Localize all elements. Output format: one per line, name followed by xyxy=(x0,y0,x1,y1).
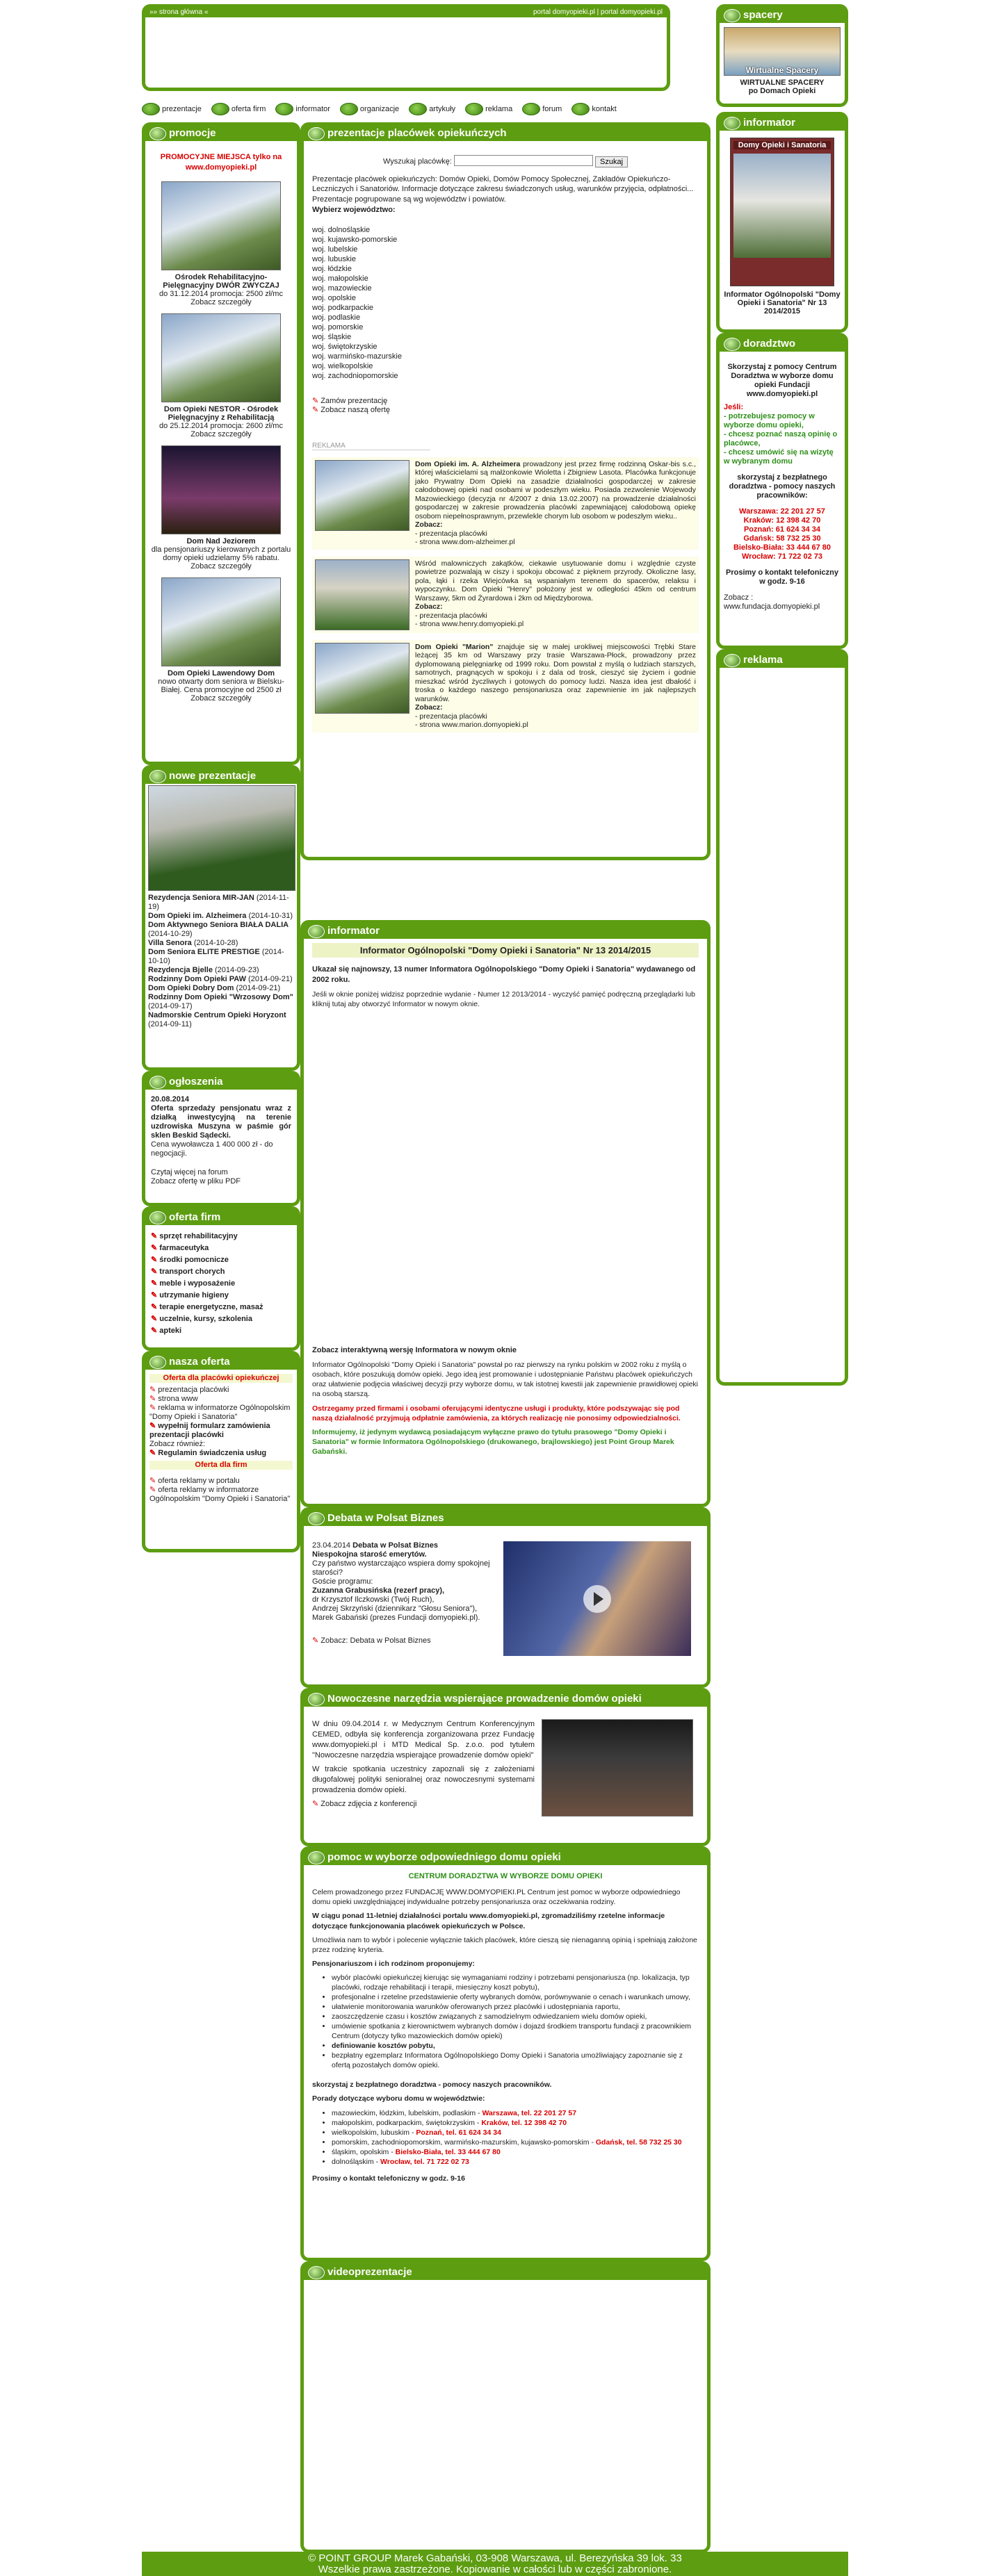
right-informator-box: informator Domy Opieki i Sanatoria Informator Ogólnopolski "Domy Opieki i Sanatoria" Nr 13 2014/2015 xyxy=(716,112,848,333)
advice-title: doradztwo xyxy=(720,336,845,352)
announcements-title: ogłoszenia xyxy=(145,1074,297,1090)
globe-icon xyxy=(465,103,483,115)
offer-link[interactable]: ✎ Zobacz naszą ofertę xyxy=(312,405,390,414)
voivodeship-link[interactable]: woj. lubuskie xyxy=(312,254,356,263)
ad-link[interactable]: - strona www.marion.domyopieki.pl xyxy=(415,721,528,730)
list-item[interactable]: ✎ transport chorych xyxy=(151,1268,225,1276)
home-link[interactable]: »» strona główna « xyxy=(149,8,209,16)
voivodeship-link[interactable]: woj. pomorskie xyxy=(312,322,364,331)
list-item[interactable]: ✎ utrzymanie higieny xyxy=(151,1291,229,1299)
globe-icon xyxy=(142,103,160,115)
new-presentation-photo[interactable] xyxy=(148,785,295,891)
ad-photo[interactable] xyxy=(315,460,409,531)
presentations-title: prezentacje placówek opiekuńczych xyxy=(304,126,707,141)
announcements-box: ogłoszenia 20.08.2014 Oferta sprzedaży pensjonatu wraz z działką inwestycyjną na terenie uzdrowiska Muszyna w paśmie gór sklen Beskid Sądecki. Cena wywoławcza 1 400 000 zł - do negocjacji. Czytaj więcej na forum Zobacz ofertę w pliku PDF xyxy=(142,1071,300,1206)
help-box: pomoc w wyborze odpowiedniego domu opieki CENTRUM DORADZTWA W WYBORZE DOMU OPIEKI Celem prowadzonego przez FUNDACJĘ WWW.DOMYOPIEKI.PL Centrum jest pomoc w wyborze odpowiedniego domu opieki uwzględniającej indywidualne potrzeby pensjonariusza oraz oczekiwania rodziny. W ciągu ponad 11-letniej działalności portalu www.domyopieki.pl, zgromadziliśmy rzetelne informacje dotyczące funkcjonowania placówek opiekuńczych w Polsce. Umożliwia nam to wybór i polecenie wyłącznie takich placówek, które cieszą się nienaganną opinią i spełniają założone przez rodzinę kryteria. Pensjonariuszom i ich rodzinom proponujemy: • wybór placówki opiekuńczej kierując się wymaganiami rodziny i potrzebami pensjonariusza (np. lokalizacja, typ placówki, rodzaje rehabilitacji i terapii, miesięczny koszt pobytu), • profesjonalne i rzetelne przedstawienie oferty wybranych domów, porównywanie o cenach i warunkach umowy, • ułatwienie monitorowania warunków oferowanych przez placówki i udostępniania raportu, • zaoszczędzenie czasu i kosztów związanych z samodzielnym odwiedzaniem wielu domów opieki, • umówienie spotkania z kierownictwem wybranych domów i dojazd środkiem transportu fundacji z pracownikiem Centrum (dotyczy tylko mazowieckich domów opieki) • definiowanie kosztów pobytu, • bezpłatny egzemplarz Informatora Ogólnopolskiego Domy Opieki i Sanatoria umożliwiający zapoznanie się z ofertą pozostałych domów opieki. skorzystaj z bezpłatnego doradztwa - pomocy naszych pracowników. Porady dotyczące wyboru domu w województwie: • mazowieckim, łódzkim, lubelskim, podlaskim - Warszawa, tel. 22 201 27 57 • małopolskim, podkarpackim, świętokrzyskim - Kraków, tel. 12 398 42 70 • wielkopolskim, lubuskim - Poznań, tel. 61 624 34 34 • pomorskim, zachodniopomorskim, warmińsko-mazurskim, kujawsko-pomorskim - Gdańsk, tel. 58 732 25 30 • śląskim, opolskim - Bielsko-Biała, tel. 33 444 67 80 • dolnośląskim - Wrocław, tel. 71 722 02 73 Prosimy o kontakt telefoniczny w godz. 9-16 xyxy=(300,1846,711,2261)
list-item[interactable]: Rezydencja Bjelle (2014-09-23) xyxy=(148,966,259,974)
walks-banner[interactable]: Wirtualne Spacery xyxy=(724,27,841,76)
promo-item[interactable]: Dom Nad Jeziorem dla pensjonariuszy kierowanych z portalu domy opieki udzielamy 5% rabatu. Zobacz szczegóły xyxy=(151,445,291,571)
list-item[interactable]: Rodzinny Dom Opieki "Wrzosowy Dom" (2014-09-17) xyxy=(148,993,293,1010)
voivodeship-link[interactable]: woj. opolskie xyxy=(312,293,356,302)
promo-item[interactable]: Dom Opieki Lawendowy Dom nowo otwarty dom seniora w Bielsku-Białej. Cena promocyjne od 2500 zł Zobacz szczegóły xyxy=(151,577,291,703)
search-form: Wyszukaj placówkę: Szukaj xyxy=(312,155,699,167)
informator-cover[interactable]: Domy Opieki i Sanatoria xyxy=(730,138,834,286)
list-item[interactable]: Rezydencja Seniora MIR-JAN (2014-11-19) xyxy=(148,894,289,911)
voivodeship-link[interactable]: woj. dolnośląskie xyxy=(312,225,371,234)
list-item: • pomorskim, zachodniopomorskim, warmińsko-mazurskim, kujawsko-pomorskim - Gdańsk, tel. 58 732 25 30 xyxy=(332,2138,699,2147)
voivodeship-link[interactable]: woj. wielkopolskie xyxy=(312,361,373,370)
play-icon[interactable] xyxy=(583,1585,611,1613)
list-item[interactable]: ✎ apteki xyxy=(151,1327,182,1335)
presentations-box: prezentacje placówek opiekuńczych Wyszukaj placówkę: Szukaj Prezentacje placówek opiekuńczych: Domów Opieki, Domów Pomocy Społecznej, Zakładów Opiekuńczo-Leczniczych i Sanatoriów. Informacje dotyczące zakresu świadczonych usług, warunków przyjęcia, odpłatności... Prezentacje pogrupowane są wg województw i powiatów. Wybierz województwo: woj. dolnośląskie woj. kujawsko-pomorskie woj. lubelskie woj. lubuskie woj. łódzkie woj. małopolskie woj. mazowieckie woj. opolskie woj. podkarpackie woj. podlaskie woj. pomorskie woj. śląskie woj. świętokrzyskie woj. warmińsko-mazurskie woj. wielkopolskie woj. zachodniopomorskie ✎ Zamów prezentację ✎ Zobacz naszą ofertę REKLAMA Dom Opieki im. A. Alzheimera prowadzony jest przez firmę rodzinną Oskar-bis s.c., której właścicielami są małżonkowie Wioletta i Zbigniew Lasota. Placówka funkcjonuje jako Prywatny Dom Opieki na zasadzie działalności gospodarczej w zakresie całodobowej opieki nad osobami w podeszłym wieku. Posiada zezwolenie Wojewody Mazowieckiego (decyzja nr 4/2007 z dnia 13.02.2007) na prowadzenie działalności gospodarczej w zakresie prowadzenia placówki zapewniającej całodobową opiekę osobom niepełnosprawnym, przewlekle chorym lub osobom w podeszłym wieku.. Zobacz: - prezentacja placówki - strona www.dom-alzheimer.pl Wśród malowniczych zakątków, ciekawie usytuowanie domu i względnie czyste powietrze pozwalają w ciszy i spokoju obcować z pięknem przyrody. Okoliczne lasy, pola, łąki i rzeka Wiejcówka są wspaniałym terenem do spacerów, relaksu i wypoczynku. Dom Opieki "Henry" położony jest w odległości 45km od centrum Warszawy, 5km od Żyrardowa i 2km od Międzyborowa. Zobacz: - prezentacja placówki - strona www.henry.domyopieki.pl Dom Opieki "Marion" znajduje się w małej urokliwej miejscowości Trębki Stare leżącej 35 km od Warszawy przy trasie Warszawa-Płock, prowadzony przez dyplomowaną pielęgniarkę od 1999 roku. Dom powstał z myślą o ludziach starszych, samotnych, pragnących w spokoju i z dala od trosk, cieszyć się życiem i godnie mieszkać wśród życzliwych i gotowych do pomocy ludzi. Nasza idea jest dbałość i troska o każdego naszego pensjonariusza oraz zapewnienie im jak najlepszych warunków. Zobacz: - prezentacja placówki - strona www.marion.domyopieki.pl xyxy=(300,122,711,860)
search-input[interactable] xyxy=(454,155,593,166)
promo-photo[interactable] xyxy=(161,445,281,534)
globe-icon xyxy=(571,103,590,115)
voivodeship-link[interactable]: woj. zachodniopomorskie xyxy=(312,371,398,380)
tools-title: Nowoczesne narzędzia wspierające prowadzenie domów opieki xyxy=(304,1691,707,1707)
list-item[interactable]: ✎ reklama w informatorze Ogólnopolskim "Domy Opieki i Sanatoria" xyxy=(149,1404,291,1421)
list-item[interactable]: Dom Seniora ELITE PRESTIGE (2014-10-10) xyxy=(148,948,284,965)
promo-photo[interactable] xyxy=(161,313,281,402)
globe-icon xyxy=(409,103,427,115)
help-title: pomoc w wyborze odpowiedniego domu opieki xyxy=(304,1850,707,1865)
right-informator-title: informator xyxy=(720,115,845,131)
our-offer-box: nasza oferta Oferta dla placówki opiekuńczej ✎ prezentacja placówki ✎ strona www ✎ reklama w informatorze Ogólnopolskim "Domy Opieki i Sanatoria" ✎ wypełnij formularz zamówienia prezentacji placówki Zobacz również: ✎ Regulamin świadczenia usług Oferta dla firm ✎ oferta reklamy w portalu ✎ oferta reklamy w informatorze Ogólnopolskim "Domy Opieki i Sanatoria" xyxy=(142,1351,300,1552)
ad-photo[interactable] xyxy=(315,643,409,714)
nav-reklama[interactable]: reklama xyxy=(465,103,512,115)
informator-title: informator xyxy=(304,924,707,939)
interactive-link[interactable]: Zobacz interaktywną wersję Informatora w nowym oknie xyxy=(312,1346,517,1355)
list-item: • dolnośląskim - Wrocław, tel. 71 722 02 73 xyxy=(332,2157,699,2167)
list-item[interactable]: Dom Aktywnego Seniora BIAŁA DALIA (2014-10-29) xyxy=(148,921,289,938)
promo-photo[interactable] xyxy=(161,577,281,666)
voivodeship-link[interactable]: woj. łódzkie xyxy=(312,264,352,273)
promo-item[interactable]: Dom Opieki NESTOR - Ośrodek Pielęgnacyjny z Rehabilitacją do 25.12.2014 promocja: 2600 zł/mc Zobacz szczegóły xyxy=(151,313,291,438)
company-offers-box xyxy=(142,1206,300,1351)
list-item[interactable]: ✎ meble i wyposażenie xyxy=(151,1279,236,1288)
promo-title: promocje xyxy=(145,126,297,141)
voivodeship-link[interactable]: woj. kujawsko-pomorskie xyxy=(312,235,398,244)
top-banner xyxy=(142,4,670,91)
list-item[interactable]: ✎ farmaceutyka xyxy=(151,1244,209,1252)
promo-headline: PROMOCYJNE MIEJSCA tylko na www.domyopieki.pl xyxy=(160,153,282,172)
nav-artykuly[interactable]: artykuły xyxy=(409,103,455,115)
voivodeship-link[interactable]: woj. śląskie xyxy=(312,332,352,341)
nav-kontakt[interactable]: kontakt xyxy=(571,103,616,115)
conference-photo[interactable] xyxy=(542,1719,693,1816)
list-item[interactable]: ✎ oferta reklamy w portalu xyxy=(149,1477,240,1485)
list-item[interactable]: ✎ uczelnie, kursy, szkolenia xyxy=(151,1315,252,1323)
voivodeship-link[interactable]: woj. świętokrzyskie xyxy=(312,342,378,351)
video-box xyxy=(300,2261,711,2553)
globe-icon xyxy=(522,103,540,115)
list-item: • mazowieckim, łódzkim, lubelskim, podlaskim - Warszawa, tel. 22 201 27 57 xyxy=(332,2108,699,2118)
ad-link[interactable]: - prezentacja placówki xyxy=(415,529,487,538)
voivodeship-link[interactable]: woj. mazowieckie xyxy=(312,284,372,293)
debate-video[interactable] xyxy=(503,1541,691,1656)
nav-prezentacje[interactable]: prezentacje xyxy=(142,103,202,115)
informator-box: informator Informator Ogólnopolski "Domy Opieki i Sanatoria" Nr 13 2014/2015 Ukazał się najnowszy, 13 numer Informatora Ogólnopolskiego "Domy Opieki i Sanatoria" wydawanego od 2002 roku. Jeśli w oknie poniżej widzisz poprzednie wydanie - Numer 12 2013/2014 - wyczyść pamięć podręczną przeglądarki lub kliknij tutaj aby otworzyć Informator w nowym oknie. Zobacz interaktywną wersję Informatora w nowym oknie Informator Ogólnopolski "Domy Opieki i Sanatoria" powstał po raz pierwszy na rynku polskim w 2002 roku z myślą o osobach, które poszukują domów opieki. Jego ideą jest promowanie i udostępnianie Państwu placówek opiekuńczych oraz ułatwienie podjęcia właściwej decyzji przy wyborze domu, w tak istotnej kwestii jak zapewnienie prawidłowej opieki na osobą starszą. Ostrzegamy przed firmami i osobami oferującymi identyczne usługi i produkty, które podszywając się pod naszą działalność przyjmują odpłatnie zamówienia, za których realizację nie ponosimy odpowiedzialności. Informujemy, iż jedynym wydawcą posiadającym wyłączne prawo do tytułu prasowego "Domy Opieki i Sanatoria" w formie Informatora Ogólnopolskiego (drukowanego, brajlowskiego) jest Point Group Marek Gabański. xyxy=(300,920,711,1507)
debate-box: Debata w Polsat Biznes 23.04.2014 Debata w Polsat Biznes Niespokojna starość emerytów. Czy państwo wystarczająco wspiera domy spokojnej starości? Goście programu: Zuzanna Grabusińska (rezerf pracy), dr Krzysztof Ilczkowski (Twój Ruch), Andrzej Skrzyński (dziennikarz "Głosu Seniora"), Marek Gabański (prezes Fundacji domyopieki.pl). ✎ Zobacz: Debata w Polsat Biznes xyxy=(300,1507,711,1688)
globe-icon xyxy=(340,103,358,115)
list-item[interactable]: ✎ strona www xyxy=(149,1395,198,1403)
ad-link[interactable]: - prezentacja placówki xyxy=(415,611,487,620)
voivodeship-link[interactable]: woj. podlaskie xyxy=(312,313,361,322)
video-title: videoprezentacje xyxy=(304,2265,707,2280)
footer: © POINT GROUP Marek Gabański, 03-908 Warszawa, ul. Berezyńska 39 lok. 33 Wszelkie prawa zastrzeżone. Kopiowanie w całości lub w części zabronione. xyxy=(142,2552,848,2576)
nav-oferta-firm[interactable]: oferta firm xyxy=(211,103,266,115)
debate-link[interactable]: ✎ Zobacz: Debata w Polsat Biznes xyxy=(312,1636,431,1645)
right-ad-title: reklama xyxy=(720,653,845,668)
promo-box xyxy=(142,122,300,765)
nav-organizacje[interactable]: organizacje xyxy=(340,103,399,115)
list-item[interactable]: Dom Opieki Dobry Dom (2014-09-21) xyxy=(148,984,281,992)
ad-photo[interactable] xyxy=(315,559,409,630)
forum-link[interactable]: Czytaj więcej na forum xyxy=(151,1168,228,1176)
foundation-link[interactable]: www.fundacja.domyopieki.pl xyxy=(724,602,820,611)
voivodeship-link[interactable]: woj. małopolskie xyxy=(312,274,368,283)
ad-item: Dom Opieki im. A. Alzheimera prowadzony jest przez firmę rodzinną Oskar-bis s.c., której właścicielami są małżonkowie Wioletta i Zbigniew Lasota. Placówka funkcjonuje jako Prywatny Dom Opieki na zasadzie działalności gospodarczej w zakresie całodobowej opieki nad osobami w podeszłym wieku. Posiada zezwolenie Wojewody Mazowieckiego (decyzja nr 4/2007 z dnia 13.02.2007) na prowadzenie działalności gospodarczej w zakresie prowadzenia placówki zapewniającej całodobową opiekę osobom niepełnosprawnym, przewlekle chorym lub osobom w podeszłym wieku.. Zobacz: - prezentacja placówki - strona www.dom-alzheimer.pl xyxy=(312,457,699,550)
top-navigation xyxy=(142,101,670,117)
voivodeship-link[interactable]: woj. warmińsko-mazurskie xyxy=(312,352,402,361)
list-item: • małopolskim, podkarpackim, świętokrzyskim - Kraków, tel. 12 398 42 70 xyxy=(332,2118,699,2128)
list-item[interactable]: ✎ terapie energetyczne, masaż xyxy=(151,1303,263,1311)
globe-icon xyxy=(275,103,293,115)
list-item[interactable]: ✎ sprzęt rehabilitacyjny xyxy=(151,1232,238,1240)
ad-link[interactable]: - prezentacja placówki xyxy=(415,712,487,721)
voivodeship-link[interactable]: woj. lubelskie xyxy=(312,245,358,254)
ad-item: Dom Opieki "Marion" znajduje się w małej urokliwej miejscowości Trębki Stare leżącej 35 km od Warszawy przy trasie Warszawa-Płock, prowadzony przez dyplomowaną pielęgniarkę od 1999 roku. Dom powstał z myślą o ludziach starszych, samotnych, pragnących w spokoju i z dala od trosk, cieszyć się życiem i godnie mieszkać wśród życzliwych i gotowych do pomocy ludzi. Nasza idea jest dbałość i troska o każdego naszego pensjonariusza oraz zapewnienie im jak najlepszych warunków. Zobacz: - prezentacja placówki - strona www.marion.domyopieki.pl xyxy=(312,640,699,732)
pdf-link[interactable]: Zobacz ofertę w pliku PDF xyxy=(151,1177,241,1186)
company-offers-title: oferta firm xyxy=(145,1210,297,1225)
order-link[interactable]: ✎ Zamów prezentację xyxy=(312,396,388,405)
nav-informator[interactable]: informator xyxy=(275,103,330,115)
ad-link[interactable]: - strona www.henry.domyopieki.pl xyxy=(415,620,524,629)
list-item[interactable]: Rodzinny Dom Opieki PAW (2014-09-21) xyxy=(148,975,293,983)
promo-photo[interactable] xyxy=(161,181,281,270)
list-item[interactable]: ✎ środki pomocnicze xyxy=(151,1256,229,1264)
list-item[interactable]: Nadmorskie Centrum Opieki Horyzont (2014-09-11) xyxy=(148,1011,286,1028)
list-item[interactable]: ✎ Regulamin świadczenia usług xyxy=(149,1449,267,1457)
ad-link[interactable]: - strona www.dom-alzheimer.pl xyxy=(415,538,515,547)
list-item[interactable]: ✎ wypełnij formularz zamówienia prezentacji placówki xyxy=(149,1422,270,1439)
tools-box: Nowoczesne narzędzia wspierające prowadzenie domów opieki W dniu 09.04.2014 r. w Medycznym Centrum Konferencyjnym CEMED, odbyła się konferencja zorganizowana przez Fundację www.domyopieki.pl i MTD Medical Sp. z.o.o. pod tytułem "Nowoczesne narzędzia wspierające prowadzenie domów opieki" W trakcie spotkania uczestnicy zapoznali się z założeniami długofalowej polityki senioralnej oraz nowoczesnymi systemami prowadzenia domów opieki. ✎ Zobacz zdjęcia z konferencji xyxy=(300,1688,711,1846)
promo-item[interactable]: Ośrodek Rehabilitacyjno-Pielęgnacyjny DWÓR ZWYCZAJ do 31.12.2014 promocja: 2500 zł/mc Zobacz szczegóły xyxy=(151,181,291,306)
list-item[interactable]: ✎ prezentacja placówki xyxy=(149,1386,229,1394)
our-offer-title: nasza oferta xyxy=(145,1354,297,1370)
globe-icon xyxy=(211,103,229,115)
list-item[interactable]: Dom Opieki im. Alzheimera (2014-10-31) xyxy=(148,912,293,920)
ad-item: Wśród malowniczych zakątków, ciekawie usytuowanie domu i względnie czyste powietrze pozwalają w ciszy i spokoju obcować z pięknem przyrody. Okoliczne lasy, pola, łąki i rzeka Wiejcówka są wspaniałym terenem do spacerów, relaksu i wypoczynku. Dom Opieki "Henry" położony jest w odległości 45km od centrum Warszawy, 5km od Żyrardowa i 2km od Międzyborowa. Zobacz: - prezentacja placówki - strona www.henry.domyopieki.pl xyxy=(312,557,699,633)
search-button[interactable]: Szukaj xyxy=(595,156,628,167)
walks-title: spacery xyxy=(720,8,845,23)
list-item: • wielkopolskim, lubuskim - Poznań, tel. 61 624 34 34 xyxy=(332,2128,699,2138)
nav-forum[interactable]: forum xyxy=(522,103,562,115)
advice-box: doradztwo Skorzystaj z pomocy Centrum Doradztwa w wyborze domu opieki Fundacji www.domyopieki.pl Jeśli: - potrzebujesz pomocy w wyborze domu opieki, - chcesz poznać naszą opinię o placówce, - chcesz umówić się na wizytę w wybranym domu skorzystaj z bezpłatnego doradztwa - pomocy naszych pracowników: Warszawa: 22 201 27 57 Kraków: 12 398 42 70 Poznań: 61 624 34 34 Gdańsk: 58 732 25 30 Bielsko-Biała: 33 444 67 80 Wrocław: 71 722 02 73 Prosimy o kontakt telefoniczny w godz. 9-16 Zobacz : www.fundacja.domyopieki.pl xyxy=(716,333,848,649)
right-ad-box xyxy=(716,649,848,1386)
new-presentations-box xyxy=(142,765,300,1071)
informator-viewer[interactable] xyxy=(312,1013,699,1340)
list-item: • śląskim, opolskim - Bielsko-Biała, tel. 33 444 67 80 xyxy=(332,2147,699,2157)
debate-title: Debata w Polsat Biznes xyxy=(304,1511,707,1526)
list-item[interactable]: ✎ oferta reklamy w informatorze Ogólnopolskim "Domy Opieki i Sanatoria" xyxy=(149,1486,291,1503)
portal-links[interactable]: portal domyopieki.pl | portal domyopieki.pl xyxy=(533,8,663,16)
photos-link[interactable]: ✎ Zobacz zdjęcia z konferencji xyxy=(312,1799,417,1808)
voivodeship-link[interactable]: woj. podkarpackie xyxy=(312,303,374,312)
walks-box: spacery Wirtualne Spacery WIRTUALNE SPACERY po Domach Opieki xyxy=(716,4,848,107)
new-presentations-title: nowe prezentacje xyxy=(145,769,297,784)
list-item[interactable]: Villa Senora (2014-10-28) xyxy=(148,939,238,947)
